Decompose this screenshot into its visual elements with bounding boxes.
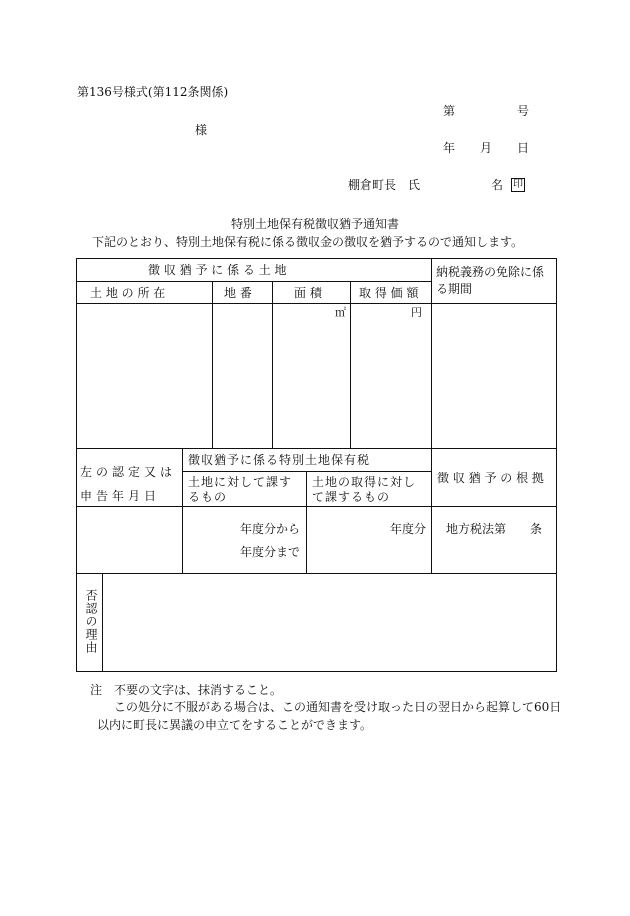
rejection-reason-label: 否認の理由: [84, 589, 98, 654]
issuer-title: 棚倉町長 氏: [348, 178, 421, 192]
date-year: 年: [443, 141, 456, 155]
law-article: 地方税法第 条: [446, 522, 543, 536]
intro-text: 下記のとおり、特別土地保有税に係る徴収金の徴収を猶予するので通知します。: [92, 235, 524, 249]
fiscal-from: 年度分から: [240, 522, 301, 536]
number-prefix: 第: [443, 104, 456, 118]
col-acquisition-price: 取 得 価 額: [359, 286, 419, 300]
issuer-name-label: 名: [491, 178, 504, 192]
exemption-period-header: 納税義務の免除に係る期間: [436, 265, 545, 296]
land-header: 徴 収 猶 予 に 係 る 土 地: [148, 263, 287, 277]
seal-stamp: 印: [513, 179, 523, 190]
number-suffix: 号: [517, 104, 530, 118]
appeal-line-1: この処分に不服がある場合は、この通知書を受け取った日の翌日から起算して60日: [114, 700, 562, 714]
col-area: 面 積: [294, 286, 322, 300]
appeal-line-2: 以内に町長に異議の申立てをすることができます。: [97, 718, 373, 732]
tax-on-land: 土地に対して課するもの: [188, 475, 293, 504]
col-lot-number: 地 番: [224, 286, 252, 300]
fiscal-to: 年度分まで: [240, 545, 301, 559]
date-day: 日: [517, 141, 530, 155]
unit-area: ㎡: [335, 306, 346, 319]
note-label: 注: [90, 683, 103, 697]
date-month: 月: [480, 141, 493, 155]
document-title: 特別土地保有税徴収猶予通知書: [231, 217, 400, 231]
approval-date-label: 左の認定又は申告年月日: [80, 465, 177, 503]
fiscal-year: 年度分: [390, 522, 427, 536]
tax-header: 徴収猶予に係る特別土地保有税: [188, 453, 371, 467]
addressee-suffix: 様: [195, 123, 208, 137]
basis-label: 徴 収 猶 予 の 根 拠: [437, 471, 544, 485]
note-text: 不要の文字は、抹消すること。: [114, 683, 283, 697]
unit-price: 円: [411, 306, 422, 319]
form-number: 第136号様式(第112条関係): [77, 85, 229, 99]
col-location: 土 地 の 所 在: [90, 286, 166, 300]
tax-on-acquisition: 土地の取得に対して課するもの: [312, 475, 417, 504]
